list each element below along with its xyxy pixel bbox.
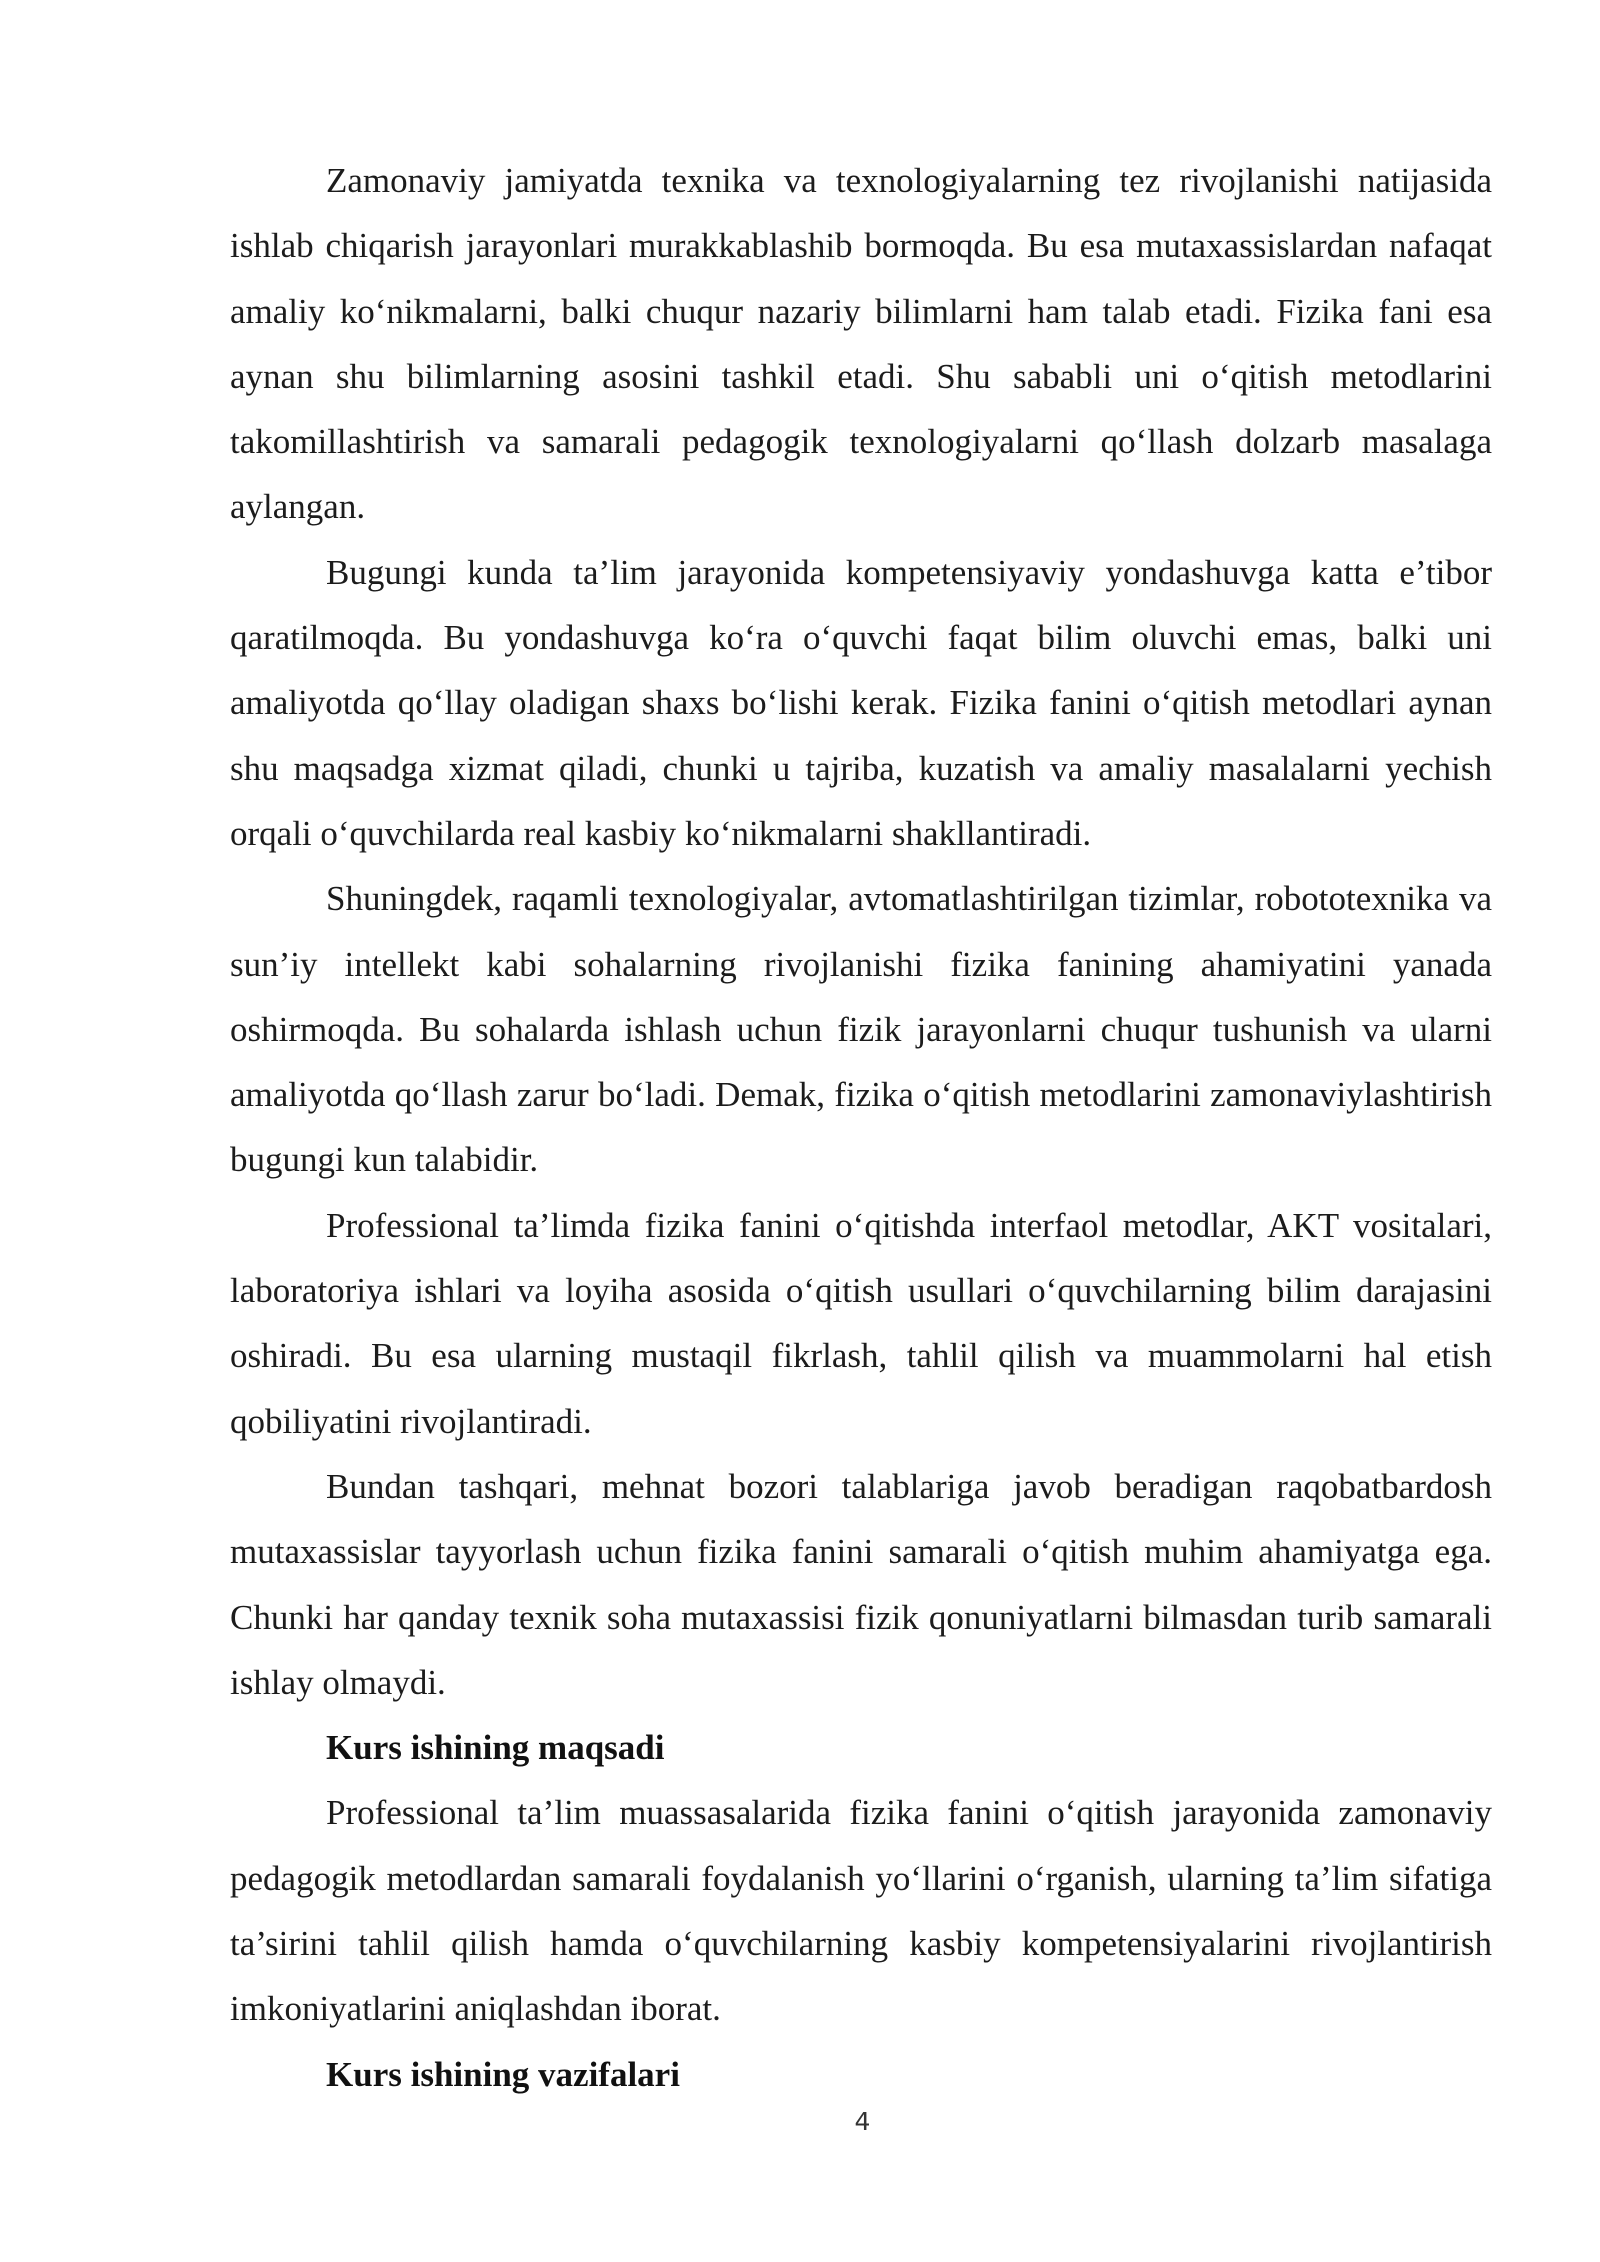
paragraph-intro: Zamonaviy jamiyatda texnika va texnologiyalarning tez rivojlanishi natijasida ishlab chiqarish jarayonlari murakkablashib bormoqda. Bu esa mutaxassislardan nafaqat amaliy ko‘nikmalarni, balki chuqur nazariy bilimlarni ham talab etadi. Fizika fani esa aynan shu bilimlarning asosini tashkil etadi. Shu sababli uni o‘qitish metodlarini takomillashtirish va samarali pedagogik texnologiyalarni qo‘llash dolzarb masalaga aylangan. <box>230 161 1492 527</box>
paragraph-digital-technologies: Shuningdek, raqamli texnologiyalar, avtomatlashtirilgan tizimlar, robototexnika va sun’iy intellekt kabi sohalarning rivojlanishi fizika fanining ahamiyatini yanada oshirmoqda. Bu sohalarda ishlash uchun fizik jarayonlarni chuqur tushunish va ularni amaliyotda qo‘llash zarur bo‘ladi. Demak, fizika o‘qitish metodlarini zamonaviylashtirish bugungi kun talabidir. <box>230 879 1492 1180</box>
paragraph-goal: Professional ta’lim muassasalarida fizika fanini o‘qitish jarayonida zamonaviy pedagogik metodlardan samarali foydalanish yo‘llarini o‘rganish, ularning ta’lim sifatiga ta’sirini tahlil qilish hamda o‘quvchilarning kasbiy kompetensiyalarini rivojlantirish imkoniyatlarini aniqlashdan iborat. <box>230 1793 1492 2029</box>
paragraph-interactive-methods: Professional ta’limda fizika fanini o‘qitishda interfaol metodlar, AKT vositalari, laboratoriya ishlari va loyiha asosida o‘qitish usullari o‘quvchilarning bilim darajasini oshiradi. Bu esa ularning mustaqil fikrlash, tahlil qilish va muammolarni hal etish qobiliyatini rivojlantiradi. <box>230 1205 1492 1441</box>
paragraph-competency-approach: Bugungi kunda ta’lim jarayonida kompetensiyaviy yondashuvga katta e’tibor qaratilmoqda. Bu yondashuvga ko‘ra o‘quvchi faqat bilim oluvchi emas, balki uni amaliyotda qo‘llay oladigan shaxs bo‘lishi kerak. Fizika fanini o‘qitish metodlari aynan shu maqsadga xizmat qiladi, chunki u tajriba, kuzatish va amaliy masalalarni yechish orqali o‘quvchilarda real kasbiy ko‘nikmalarni shakllantiradi. <box>230 552 1492 853</box>
page-number: 4 <box>854 2107 871 2136</box>
section-heading-tasks: Kurs ishining vazifalari <box>326 2054 680 2094</box>
paragraph-labor-market: Bundan tashqari, mehnat bozori talablariga javob beradigan raqobatbardosh mutaxassislar tayyorlash uchun fizika fanini samarali o‘qitish muhim ahamiyatga ega. Chunki har qanday texnik soha mutaxassisi fizik qonuniyatlarni bilmasdan turib samarali ishlay olmaydi. <box>230 1466 1492 1702</box>
section-heading-goal: Kurs ishining maqsadi <box>326 1728 665 1768</box>
page-body <box>230 148 1492 2107</box>
